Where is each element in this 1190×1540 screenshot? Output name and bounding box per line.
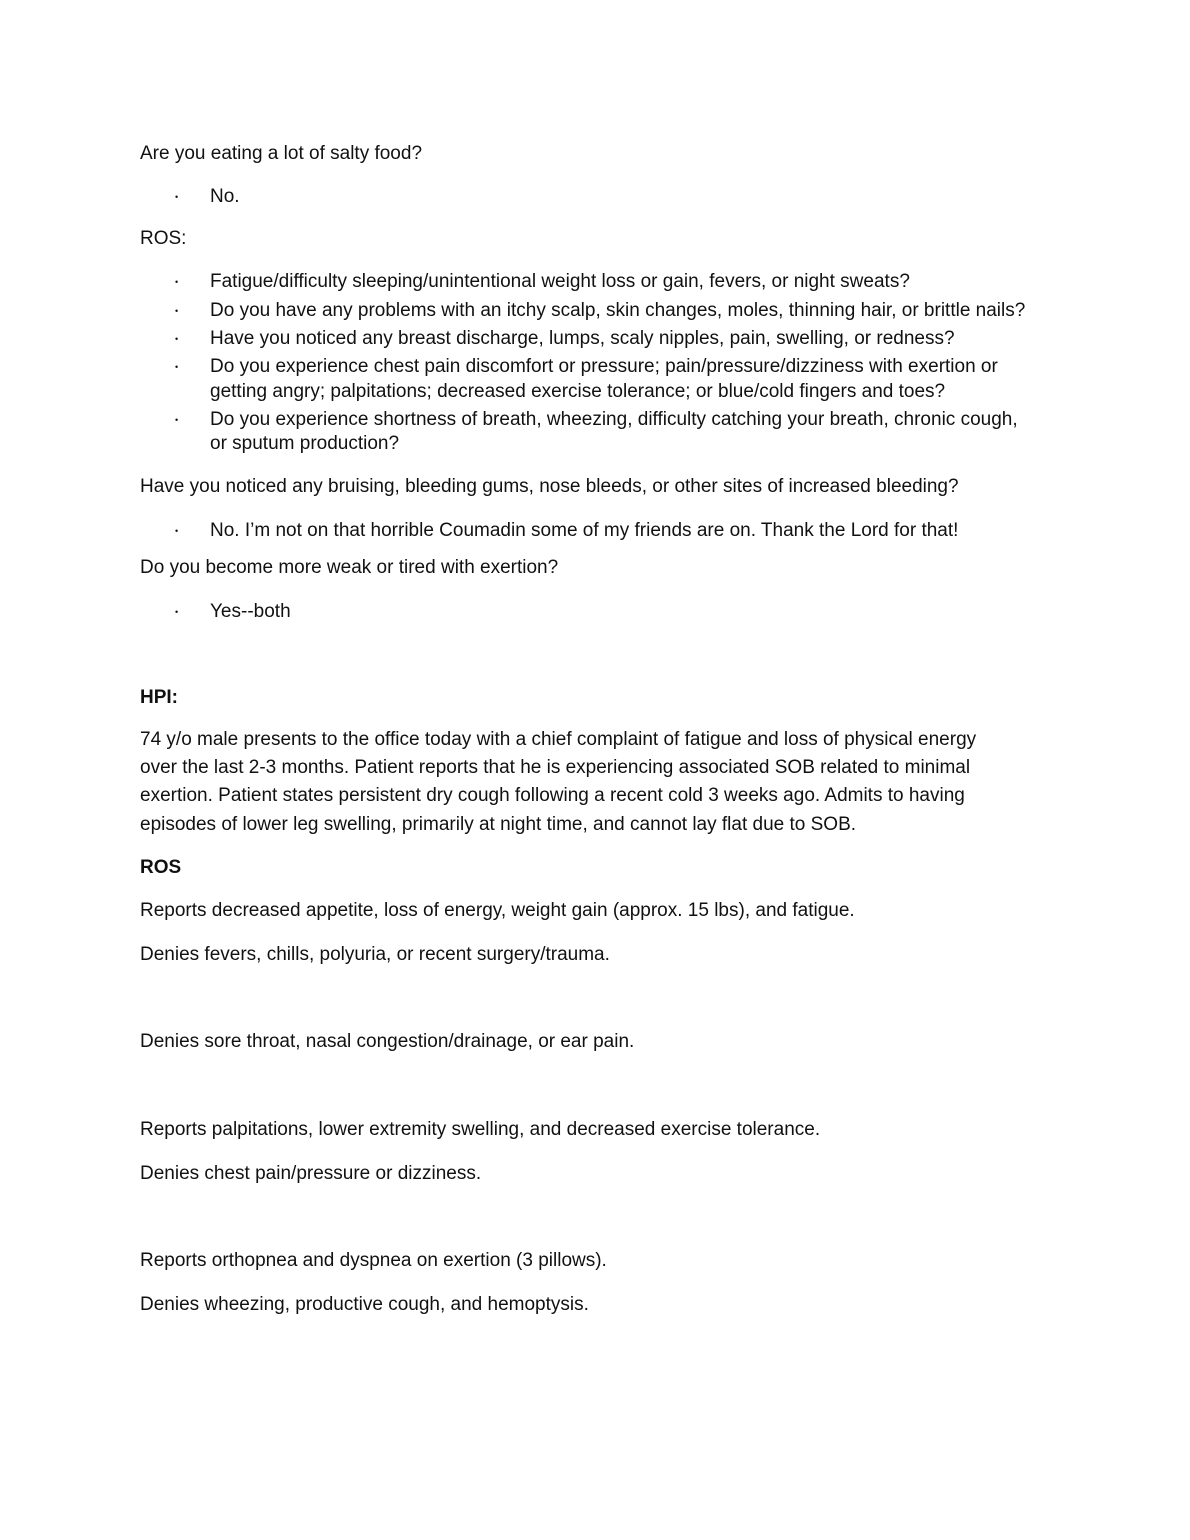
answer-salty-food: No. — [210, 186, 240, 207]
ros-question-continued: getting angry; palpitations; decreased exercise tolerance; or blue/cold fingers and toes? — [210, 381, 946, 402]
hpi-line: exertion. Patient states persistent dry cough following a recent cold 3 weeks ago. Admits to having — [140, 785, 965, 806]
bullet: • — [175, 192, 179, 202]
bullet: • — [175, 415, 179, 425]
ros-finding: Reports decreased appetite, loss of energy, weight gain (approx. 15 lbs), and fatigue. — [140, 900, 855, 921]
hpi-heading: HPI: — [140, 687, 178, 708]
ros-question: Do you have any problems with an itchy scalp, skin changes, moles, thinning hair, or brittle nails? — [210, 300, 1026, 321]
bullet: • — [175, 607, 179, 617]
ros-question: Do you experience chest pain discomfort or pressure; pain/pressure/dizziness with exertion or — [210, 356, 998, 377]
bullet: • — [175, 334, 179, 344]
hpi-line: episodes of lower leg swelling, primarily at night time, and cannot lay flat due to SOB. — [140, 814, 857, 835]
ros-finding: Denies wheezing, productive cough, and hemoptysis. — [140, 1294, 589, 1315]
bullet: • — [175, 526, 179, 536]
hpi-line: 74 y/o male presents to the office today with a chief complaint of fatigue and loss of physical energy — [140, 729, 977, 750]
bullet: • — [175, 362, 179, 372]
ros-question: Fatigue/difficulty sleeping/unintentional weight loss or gain, fevers, or night sweats? — [210, 271, 910, 292]
question-weak-tired: Do you become more weak or tired with exertion? — [140, 557, 559, 578]
answer-weak-tired: Yes--both — [210, 601, 291, 622]
ros-question-continued: or sputum production? — [210, 433, 400, 454]
bullet: • — [175, 306, 179, 316]
ros-finding: Reports palpitations, lower extremity swelling, and decreased exercise tolerance. — [140, 1119, 821, 1140]
ros-question: Have you noticed any breast discharge, lumps, scaly nipples, pain, swelling, or redness? — [210, 328, 955, 349]
bullet: • — [175, 277, 179, 287]
answer-bleeding: No. I’m not on that horrible Coumadin some of my friends are on. Thank the Lord for that! — [210, 520, 959, 541]
ros-finding: Denies chest pain/pressure or dizziness. — [140, 1163, 482, 1184]
ros-finding: Reports orthopnea and dyspnea on exertion (3 pillows). — [140, 1250, 607, 1271]
ros-label: ROS: — [140, 228, 187, 249]
question-salty-food: Are you eating a lot of salty food? — [140, 143, 423, 164]
ros-heading: ROS — [140, 857, 182, 878]
hpi-line: over the last 2-3 months. Patient reports that he is experiencing associated SOB related to minimal — [140, 757, 971, 778]
ros-finding: Denies fevers, chills, polyuria, or recent surgery/trauma. — [140, 944, 610, 965]
ros-finding: Denies sore throat, nasal congestion/drainage, or ear pain. — [140, 1031, 635, 1052]
question-bleeding: Have you noticed any bruising, bleeding gums, nose bleeds, or other sites of increased bleeding? — [140, 476, 959, 497]
ros-question: Do you experience shortness of breath, wheezing, difficulty catching your breath, chronic cough, — [210, 409, 1018, 430]
